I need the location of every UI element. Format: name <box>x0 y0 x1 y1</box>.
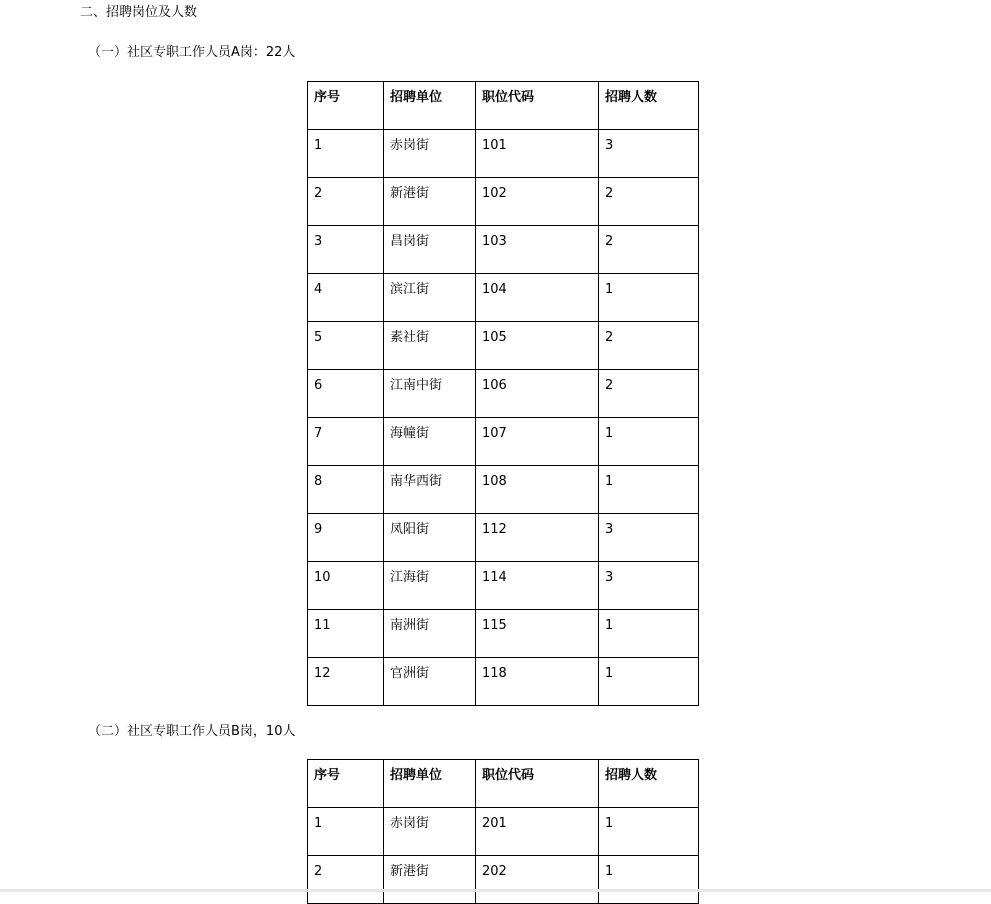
cell-index: 1 <box>308 130 384 178</box>
header-headcount: 招聘人数 <box>599 82 699 130</box>
cell-position-code: 118 <box>476 658 599 706</box>
header-index: 序号 <box>308 760 384 808</box>
table-row <box>308 466 699 514</box>
cell-headcount: 3 <box>599 514 699 562</box>
table-a-body <box>308 130 699 706</box>
cell-index: 6 <box>308 370 384 418</box>
table-header-row <box>308 760 699 808</box>
cell-unit: 南洲街 <box>384 610 476 658</box>
header-headcount: 招聘人数 <box>599 760 699 808</box>
cell-unit: 昌岗街 <box>384 226 476 274</box>
cell-position-code: 112 <box>476 514 599 562</box>
cell-headcount: 1 <box>599 274 699 322</box>
cell-unit: 江南中街 <box>384 370 476 418</box>
cell-unit: 凤阳街 <box>384 514 476 562</box>
cell-position-code: 101 <box>476 130 599 178</box>
cell-unit: 海幢街 <box>384 418 476 466</box>
cell-headcount: 1 <box>599 466 699 514</box>
table-row <box>308 418 699 466</box>
cell-index: 1 <box>308 808 384 856</box>
recruitment-table-a <box>307 81 699 706</box>
table-row <box>308 856 699 904</box>
table-row <box>308 514 699 562</box>
cell-index: 2 <box>308 178 384 226</box>
cell-index: 8 <box>308 466 384 514</box>
table-header-row <box>308 82 699 130</box>
cell-index: 7 <box>308 418 384 466</box>
cell-unit: 新港街 <box>384 178 476 226</box>
cell-position-code: 102 <box>476 178 599 226</box>
cell-index: 5 <box>308 322 384 370</box>
cell-position-code: 108 <box>476 466 599 514</box>
cell-headcount: 1 <box>599 658 699 706</box>
cell-index: 9 <box>308 514 384 562</box>
cell-headcount: 1 <box>599 856 699 904</box>
subsection-a-title: （一）社区专职工作人员A岗：22人 <box>88 45 296 60</box>
cell-position-code: 105 <box>476 322 599 370</box>
table-row <box>308 808 699 856</box>
table-row <box>308 370 699 418</box>
cell-headcount: 2 <box>599 178 699 226</box>
cell-position-code: 202 <box>476 856 599 904</box>
cell-unit: 官洲街 <box>384 658 476 706</box>
cell-headcount: 2 <box>599 322 699 370</box>
cell-position-code: 107 <box>476 418 599 466</box>
cell-headcount: 3 <box>599 130 699 178</box>
table-row <box>308 226 699 274</box>
cell-unit: 江海街 <box>384 562 476 610</box>
cell-index: 4 <box>308 274 384 322</box>
section-heading: 二、招聘岗位及人数 <box>80 5 198 20</box>
cell-unit: 滨江街 <box>384 274 476 322</box>
cell-unit: 赤岗街 <box>384 808 476 856</box>
cell-headcount: 2 <box>599 370 699 418</box>
cell-index: 3 <box>308 226 384 274</box>
table-row <box>308 610 699 658</box>
header-unit: 招聘单位 <box>384 82 476 130</box>
cell-position-code: 201 <box>476 808 599 856</box>
cell-unit: 南华西街 <box>384 466 476 514</box>
subsection-b-title: （二）社区专职工作人员B岗，10人 <box>88 724 296 739</box>
cell-position-code: 114 <box>476 562 599 610</box>
header-position-code: 职位代码 <box>476 82 599 130</box>
cell-headcount: 2 <box>599 226 699 274</box>
cell-headcount: 1 <box>599 418 699 466</box>
cell-index: 11 <box>308 610 384 658</box>
cell-headcount: 1 <box>599 610 699 658</box>
cell-index: 2 <box>308 856 384 904</box>
header-index: 序号 <box>308 82 384 130</box>
table-row <box>308 130 699 178</box>
table-row <box>308 562 699 610</box>
cell-position-code: 115 <box>476 610 599 658</box>
table-row <box>308 274 699 322</box>
recruitment-table-b <box>307 759 699 904</box>
table-row <box>308 658 699 706</box>
cell-position-code: 103 <box>476 226 599 274</box>
cell-headcount: 1 <box>599 808 699 856</box>
cell-unit: 新港街 <box>384 856 476 904</box>
cell-unit: 赤岗街 <box>384 130 476 178</box>
header-position-code: 职位代码 <box>476 760 599 808</box>
cell-index: 12 <box>308 658 384 706</box>
table-row <box>308 178 699 226</box>
cell-index: 10 <box>308 562 384 610</box>
cell-position-code: 104 <box>476 274 599 322</box>
cell-position-code: 106 <box>476 370 599 418</box>
cell-unit: 素社街 <box>384 322 476 370</box>
header-unit: 招聘单位 <box>384 760 476 808</box>
cell-headcount: 3 <box>599 562 699 610</box>
table-row <box>308 322 699 370</box>
